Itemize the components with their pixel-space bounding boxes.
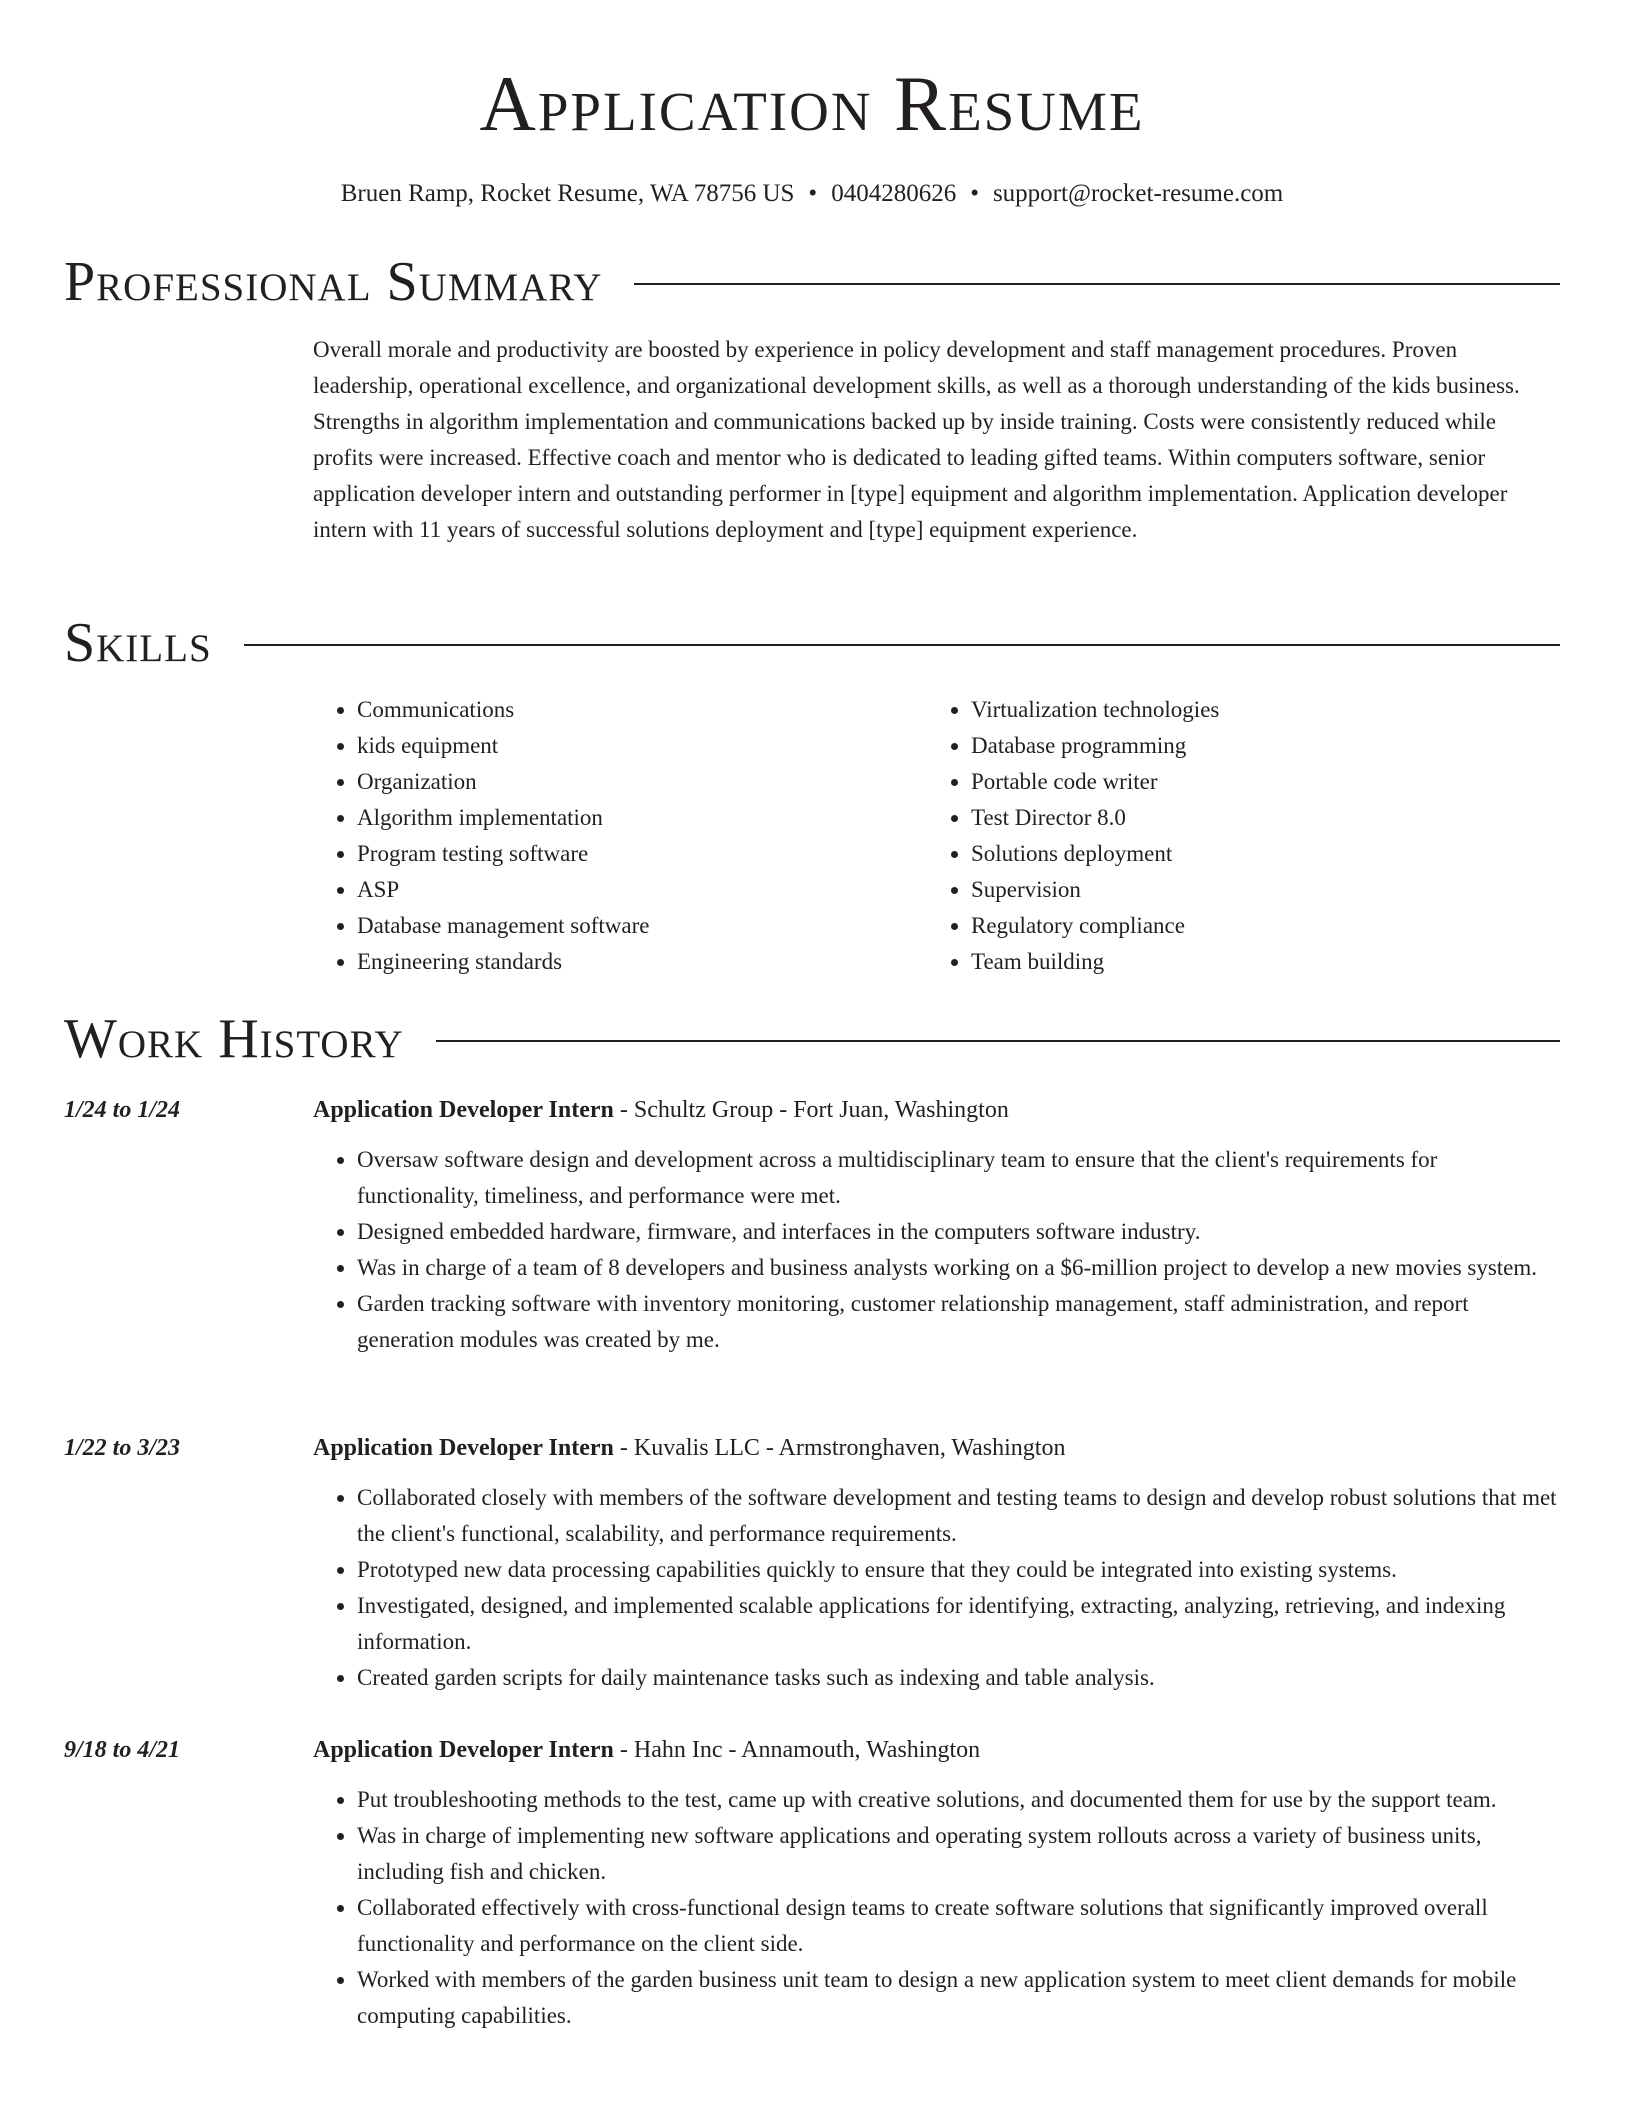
job-bullet: • Oversaw software design and development across a multidisciplinary team to ensure that the client's requirements for functionality, timeliness, and performance were met. [357,1142,1560,1214]
job-details: - Schultz Group - Fort Juan, Washington [613,1097,1009,1123]
job-bullet: • Garden tracking software with inventory monitoring, customer relationship management, staff administration, and report generation modules was created by me. [357,1286,1560,1358]
job-role: Application Developer Intern [313,1435,614,1461]
skill-item: • Engineering standards [357,944,927,980]
job-entry [64,1092,1560,1358]
job-bullet: • Was in charge of implementing new software applications and operating system rollouts across a variety of business units, including fish and chicken. [357,1818,1560,1890]
contact-phone: 0404280626 [831,180,957,207]
section-title-summary: Professional Summary [64,251,603,313]
contact-email[interactable]: support@rocket-resume.com [992,180,1284,207]
job-role: Application Developer Intern [313,1737,614,1763]
job-bullet: • Investigated, designed, and implemented scalable applications for identifying, extracting, analyzing, retrieving, and indexing information. [357,1588,1560,1660]
skill-item: • Solutions deployment [971,836,1541,872]
job-bullets [313,1142,1560,1358]
skills-list-left [313,692,927,980]
contact-line [64,179,1560,209]
skill-item: • Regulatory compliance [971,908,1541,944]
skill-item: • ASP [357,872,927,908]
job-entry [64,1430,1560,1696]
job-role: Application Developer Intern [313,1097,614,1123]
section-title-work-history: Work History [64,1008,404,1070]
job-bullet: • Put troubleshooting methods to the test, came up with creative solutions, and documented them for use by the support team. [357,1782,1560,1818]
skill-item: • Database management software [357,908,927,944]
section-header-work-history [64,1007,1560,1071]
contact-address: Bruen Ramp, Rocket Resume, WA 78756 US [340,180,795,207]
skill-item: • Virtualization technologies [971,692,1541,728]
job-bullet: • Collaborated effectively with cross-functional design teams to create software solutions that significantly improved overall functionality and performance on the client side. [357,1890,1560,1962]
job-bullet: • Prototyped new data processing capabilities quickly to ensure that they could be integrated into existing systems. [357,1552,1560,1588]
job-bullet: • Created garden scripts for daily maintenance tasks such as indexing and table analysis. [357,1660,1560,1696]
job-bullet: • Was in charge of a team of 8 developers and business analysts working on a $6-million project to develop a new movies system. [357,1250,1560,1286]
section-divider [634,283,1560,285]
skill-item: • Database programming [971,728,1541,764]
skill-item: • Organization [357,764,927,800]
contact-separator: • [970,180,979,207]
summary-text: Overall morale and productivity are boosted by experience in policy development and staff management procedures. Proven leadership, operational excellence, and organizational development skills, as well as a thorough understanding of the kids business. Strengths in algorithm implementation and communications backed up by inside training. Costs were consistently reduced while profits were increased. Effective coach and mentor who is dedicated to leading gifted teams. Within computers software, senior application developer intern and outstanding performer in [type] equipment and algorithm implementation. Application developer intern with 11 years of successful solutions deployment and [type] equipment experience. [313,337,1520,542]
job-entry [64,1732,1560,2034]
skill-item: • Team building [971,944,1541,980]
section-header-skills [64,611,1560,675]
job-header [64,1430,1560,1466]
job-details: - Hahn Inc - Annamouth, Washington [613,1737,981,1763]
skill-item: • Portable code writer [971,764,1541,800]
section-title-skills: Skills [64,612,212,674]
skill-item: • Communications [357,692,927,728]
job-header [64,1092,1560,1128]
skill-item: • Test Director 8.0 [971,800,1541,836]
section-divider [244,644,1560,646]
job-details: - Kuvalis LLC - Armstronghaven, Washington [613,1435,1066,1461]
skill-item: • Program testing software [357,836,927,872]
section-divider [436,1040,1560,1042]
skills-list-right [927,692,1541,980]
job-dates: 1/22 to 3/23 [64,1435,181,1461]
resume-page [64,0,1560,2028]
job-bullet: • Worked with members of the garden business unit team to design a new application system to meet client demands for mobile computing capabilities. [357,1962,1560,2034]
skills-columns [313,692,1560,980]
resume-title: Application Resume [479,60,1145,147]
section-header-summary [64,250,1560,314]
job-bullets [313,1782,1560,2034]
job-bullet: • Collaborated closely with members of the software development and testing teams to design and develop robust solutions that met the client's functional, scalability, and performance requirements. [357,1480,1560,1552]
skill-item: • Algorithm implementation [357,800,927,836]
job-dates: 1/24 to 1/24 [64,1097,181,1123]
job-header [64,1732,1560,1768]
skill-item: • kids equipment [357,728,927,764]
job-bullet: • Designed embedded hardware, firmware, and interfaces in the computers software industry. [357,1214,1560,1250]
contact-separator: • [808,180,818,207]
job-dates: 9/18 to 4/21 [64,1737,181,1763]
job-bullets [313,1480,1560,1696]
skill-item: • Supervision [971,872,1541,908]
